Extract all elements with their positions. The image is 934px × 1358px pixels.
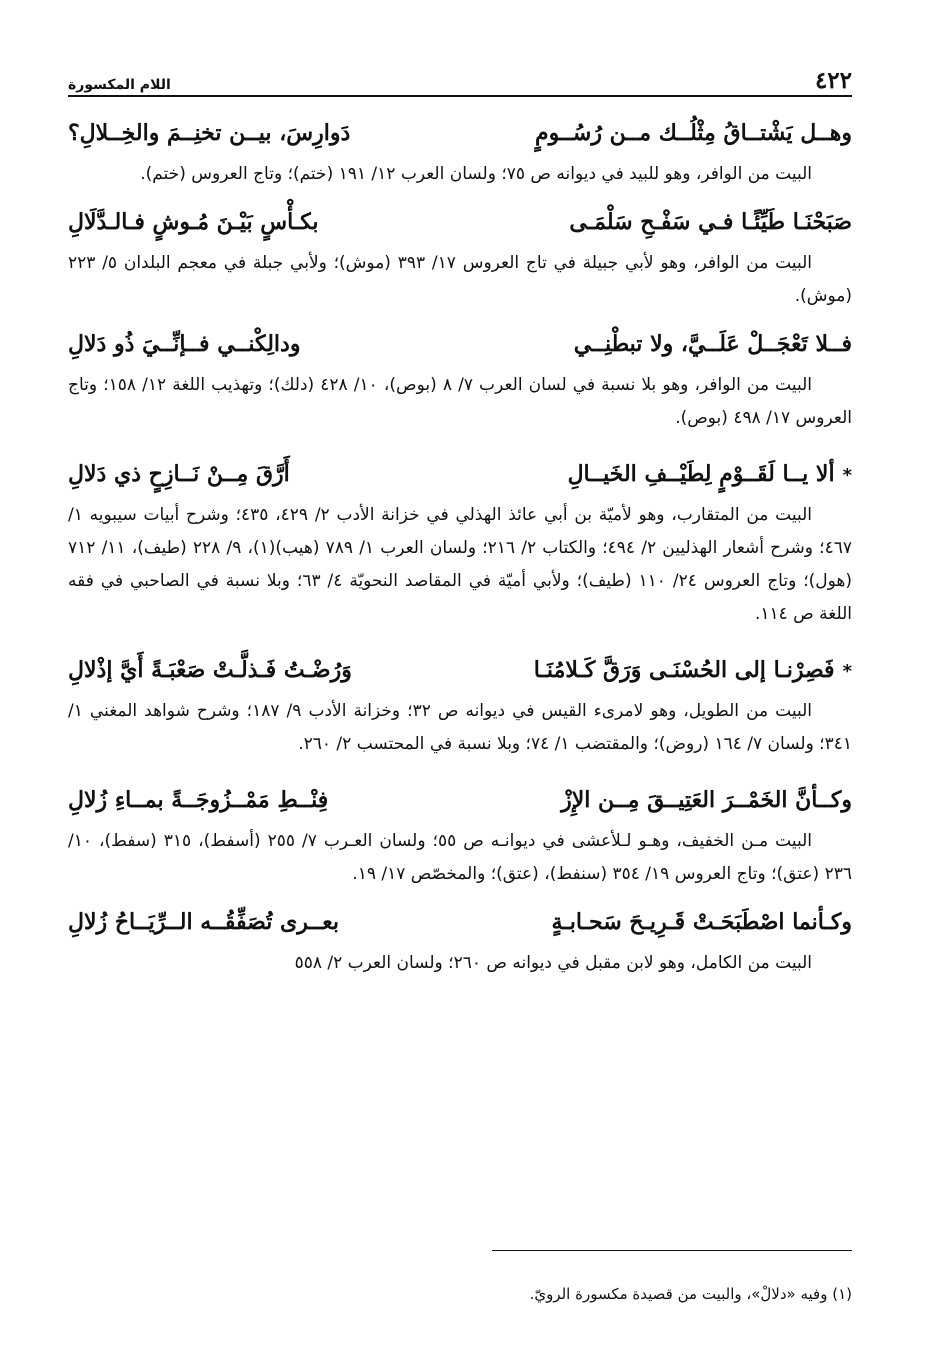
verse-first-half: وهــل يَشْتــاقُ مِثْلُــك مــن رُسُــومٍ [535,120,852,146]
page [68,60,852,1318]
verse-note: البيت مـن الخفيف، وهـو لـلأعشى في ديوانـه ص ٥٥؛ ولسان العـرب ٧/ ٢٥٥ (أسفط)، ٣١٥ (سفط)، ١٠/ ٢٣٦ (عتق)؛ وتاج العروس ١٩/ ٣٥٤ (سنفط)، (عتق)؛ والمخصّص ١٧/ ١٩. [68,831,852,884]
verse-first-half: وكــأنَّ الخَمْــرَ العَتِيــقَ مِــن الإِزْ [561,787,852,813]
verse-entry [68,114,852,191]
verse-first-half: فــلا تَعْجَــلْ عَلَــيَّ، ولا تبطْنِــي [573,331,852,357]
star-marker: * [842,465,852,486]
verse-first-half [568,455,852,495]
verse-second-half: بعــرى تُصَفِّقُــه الــرِّيَــاحُ زُلالِ [68,909,340,935]
verse-note: البيت من الطويل، وهو لامرىء القيس في ديوانه ص ٣٢؛ وخزانة الأدب ٩/ ١٨٧؛ وشرح شواهد المغني ١/ ٣٤١؛ ولسان ٧/ ١٦٤ (روض)؛ والمقتضب ١/ ٧٤؛ وبلا نسبة في المحتسب ٢/ ٢٦٠. [68,701,852,754]
verse-entry [68,903,852,980]
verse-first-half-text: فَصِرْنـا إلى الحُسْنَـى وَرَقَّ كَـلامُنَـا [533,657,835,683]
verse-second-half: وَرُضْـتُ فَـذلَّـتْ صَعْبَـةً أَيَّ إذْلالِ [68,657,352,683]
verse-second-half: بكـأْسٍ بَيْـنَ مُـوشٍ فـالـدَّلَالِ [68,209,319,235]
verse-note: البيت من الوافر، وهو للبيد في ديوانه ص ٧٥؛ ولسان العرب ١٢/ ١٩١ (ختم)؛ وتاج العروس (ختم). [140,164,812,184]
verse-note: البيت من الكامل، وهو لابن مقبل في ديوانه ص ٢٦٠؛ ولسان العرب ٢/ ٥٥٨ [294,953,812,973]
running-title: اللام المكسورة [68,77,171,93]
star-marker: * [842,661,852,682]
verse-first-half: صَبَحْنَـا طَيِّئًـا فـي سَفْـحِ سَلْمَـى [569,209,852,235]
verse-first-half-text: ألا يــا لَقَــوْمٍ لِطَيْــفِ الخَيــالِ [567,461,835,487]
verse-line [68,781,852,825]
verse-line [68,455,852,499]
verse-entry [68,325,852,435]
verse-note: البيت من المتقارب، وهو لأميّة بن أبي عائذ الهذلي في خزانة الأدب ٢/ ٤٢٩، ٤٣٥؛ وشرح أبيات سيبويه ١/ ٤٦٧؛ وشرح أشعار الهذليين ٢/ ٤٩٤؛ والكتاب ٢/ ٢١٦؛ ولسان العرب ١/ ٧٨٩ (هيب)(١)، ٩/ ٢٢٨ (طيف)، ١١/ ٧١٢ (هول)؛ وتاج العروس ٢٤/ ١١٠ (طيف)؛ ولأبي أميّة في المقاصد النحويّة ٤/ ٦٣؛ وبلا نسبة في الصاحبي في فقه اللغة ص ١١٤. [68,505,852,624]
verse-entry [68,781,852,891]
footnote: (١) وفيه «دلالْ»، والبيت من قصيدة مكسورة الرويّ. [529,1285,852,1303]
verse-second-half: فِنْــطِ مَمْــزُوجَــةً بمــاءِ زُلالِ [68,787,329,813]
verse-line [68,325,852,369]
verse-entry [68,651,852,761]
verse-note: البيت من الوافر، وهو بلا نسبة في لسان العرب ٧/ ٨ (بوص)، ١٠/ ٤٢٨ (دلك)؛ وتهذيب اللغة ١٢/ ١٥٨؛ وتاج العروس ١٧/ ٤٩٨ (بوص). [68,375,852,428]
entries-list [68,114,852,992]
verse-line [68,903,852,947]
verse-first-half [534,651,852,691]
verse-line [68,651,852,695]
page-header [68,60,852,97]
verse-first-half: وكـأنما اصْطَبَحَـتْ قَـرِيـحَ سَحـابـةٍ [551,909,852,935]
page-number: ٤٢٢ [814,67,852,94]
verse-entry [68,455,852,631]
verse-entry [68,203,852,313]
footnote-divider [492,1250,852,1251]
verse-line [68,114,852,158]
verse-second-half: أَرَّقَ مِــنْ نَــازِحٍ ذي دَلالِ [68,461,290,487]
verse-second-half: ودالِكْنــي فــإنِّــيَ ذُو دَلالِ [68,331,301,357]
verse-note: البيت من الوافر، وهو لأبي جبيلة في تاج العروس ١٧/ ٣٩٣ (موش)؛ ولأبي جبلة في معجم البلدان ٥/ ٢٢٣ (موش). [68,253,852,306]
verse-line [68,203,852,247]
verse-second-half: دَوارِسَ، بيــن تخنِــمَ والخِــلالِ؟ [68,120,351,146]
